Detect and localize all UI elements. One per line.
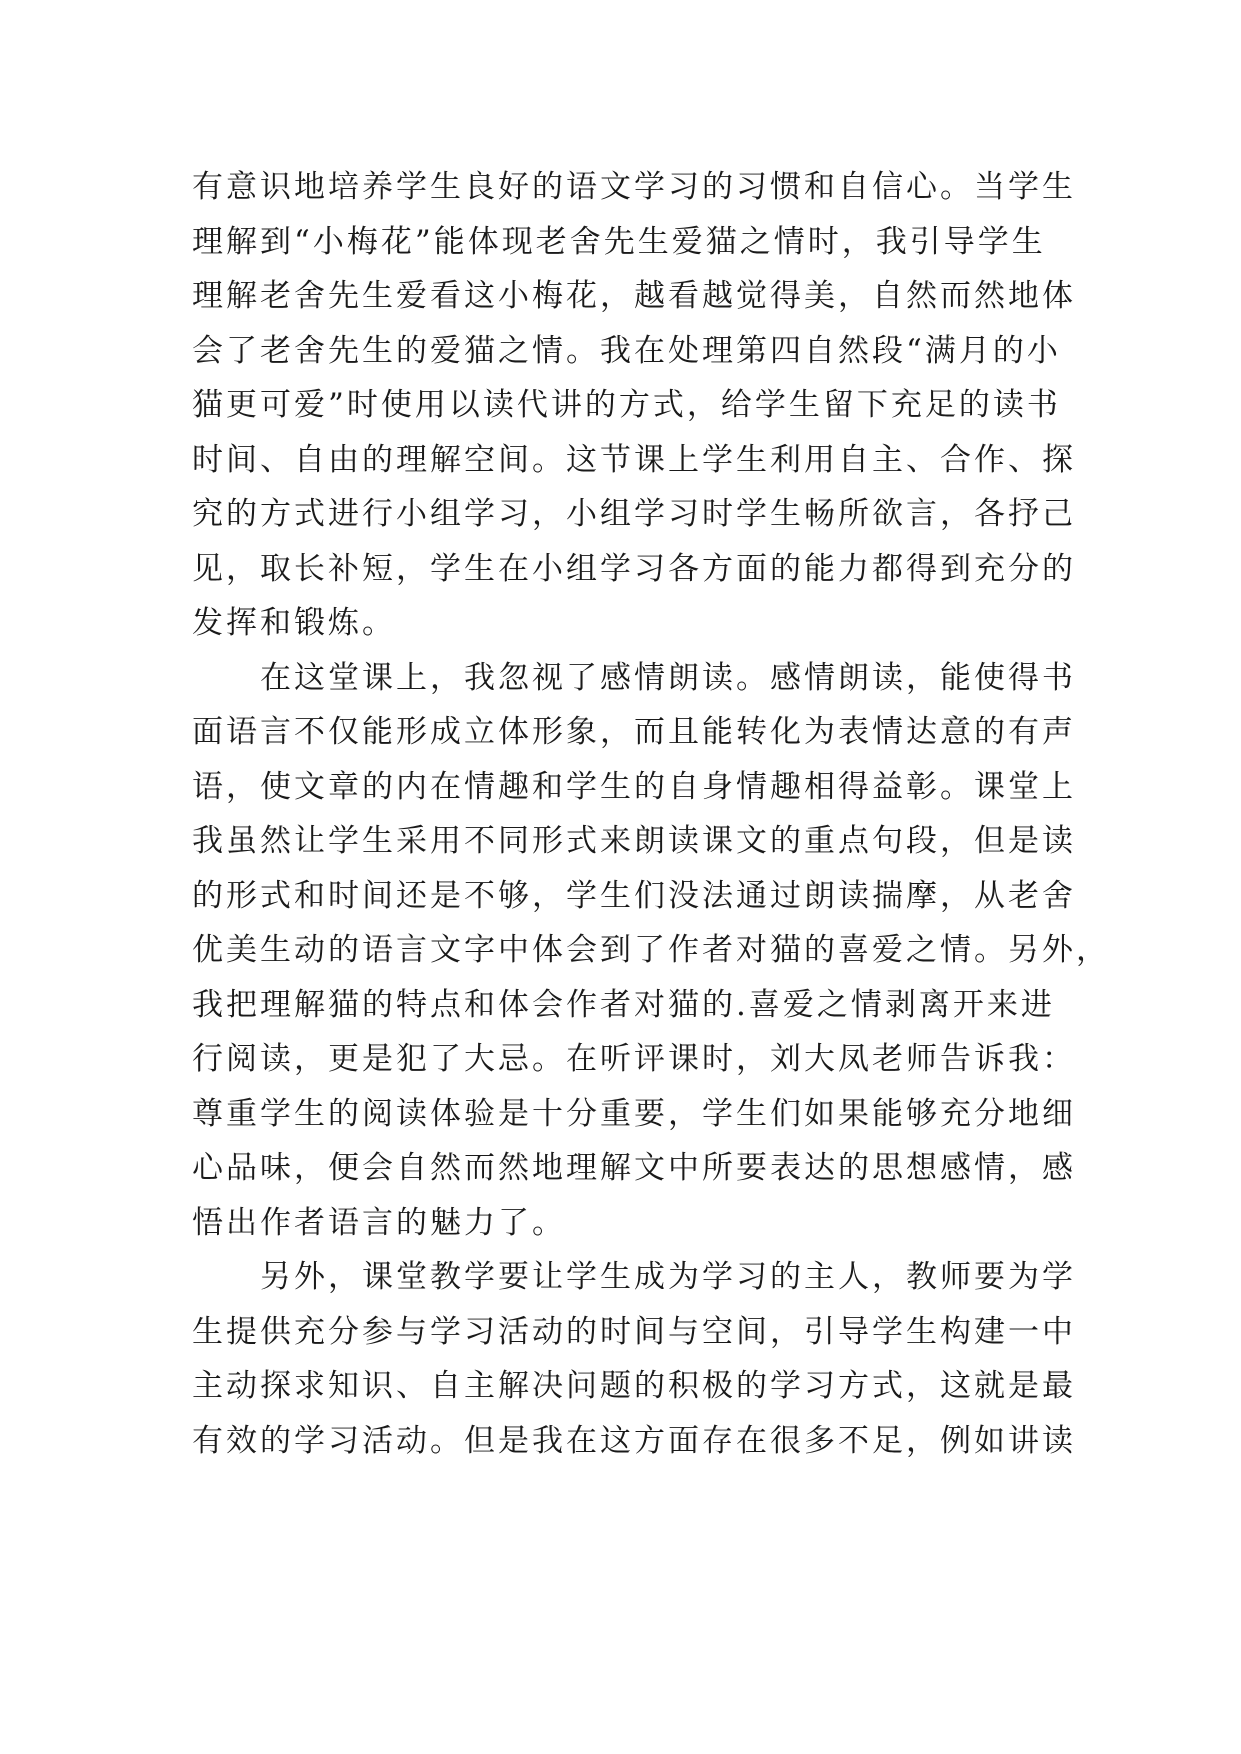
text-line: 的形式和时间还是不够，学生们没法通过朗读揣摩，从老舍 — [192, 877, 1076, 914]
text-line: 有效的学习活动。但是我在这方面存在很多不足，例如讲读 — [192, 1422, 1076, 1459]
paragraph-start-line: 另外，课堂教学要让学生成为学习的主人，教师要为学 — [260, 1259, 1076, 1295]
text-line: 见，取长补短，学生在小组学习各方面的能力都得到充分的 — [192, 550, 1076, 587]
paragraph-start-line: 在这堂课上，我忽视了感情朗读。感情朗读，能使得书 — [260, 659, 1076, 696]
text-line: 行阅读，更是犯了大忌。在听评课时，刘大凤老师告诉我： — [192, 1041, 1076, 1077]
text-line: 会了老舍先生的爱猫之情。我在处理第四自然段“满月的小 — [192, 332, 1061, 369]
text-line: 时间、自由的理解空间。这节课上学生利用自主、合作、探 — [192, 441, 1076, 478]
body-text — [192, 160, 1110, 1468]
text-line: 发挥和锻炼。 — [192, 605, 396, 641]
text-line: 生提供充分参与学习活动的时间与空间，引导学生构建一中 — [192, 1313, 1076, 1350]
text-line: 面语言不仅能形成立体形象，而且能转化为表情达意的有声 — [192, 714, 1076, 750]
text-line: 猫更可爱”时使用以读代讲的方式，给学生留下充足的读书 — [192, 387, 1061, 423]
text-line: 我虽然让学生采用不同形式来朗读课文的重点句段，但是读 — [192, 823, 1076, 859]
text-line: 悟出作者语言的魅力了。 — [192, 1204, 566, 1241]
text-line: 主动探求知识、自主解决问题的积极的学习方式，这就是最 — [192, 1368, 1076, 1404]
text-line: 有意识地培养学生良好的语文学习的习惯和自信心。当学生 — [192, 169, 1076, 205]
text-line: 语，使文章的内在情趣和学生的自身情趣相得益彰。课堂上 — [192, 768, 1076, 805]
text-line: 优美生动的语言文字中体会到了作者对猫的喜爱之情。另外， — [192, 932, 1110, 968]
text-line: 心品味，便会自然而然地理解文中所要表达的思想感情，感 — [192, 1150, 1076, 1186]
text-line: 尊重学生的阅读体验是十分重要，学生们如果能够充分地细 — [192, 1095, 1076, 1132]
text-line: 理解到“小梅花”能体现老舍先生爱猫之情时，我引导学生 — [192, 223, 1046, 260]
text-line: 我把理解猫的特点和体会作者对猫的.喜爱之情剥离开来进 — [192, 986, 1055, 1023]
text-line: 究的方式进行小组学习，小组学习时学生畅所欲言，各抒己 — [192, 496, 1076, 532]
text-line: 理解老舍先生爱看这小梅花，越看越觉得美，自然而然地体 — [192, 278, 1076, 314]
